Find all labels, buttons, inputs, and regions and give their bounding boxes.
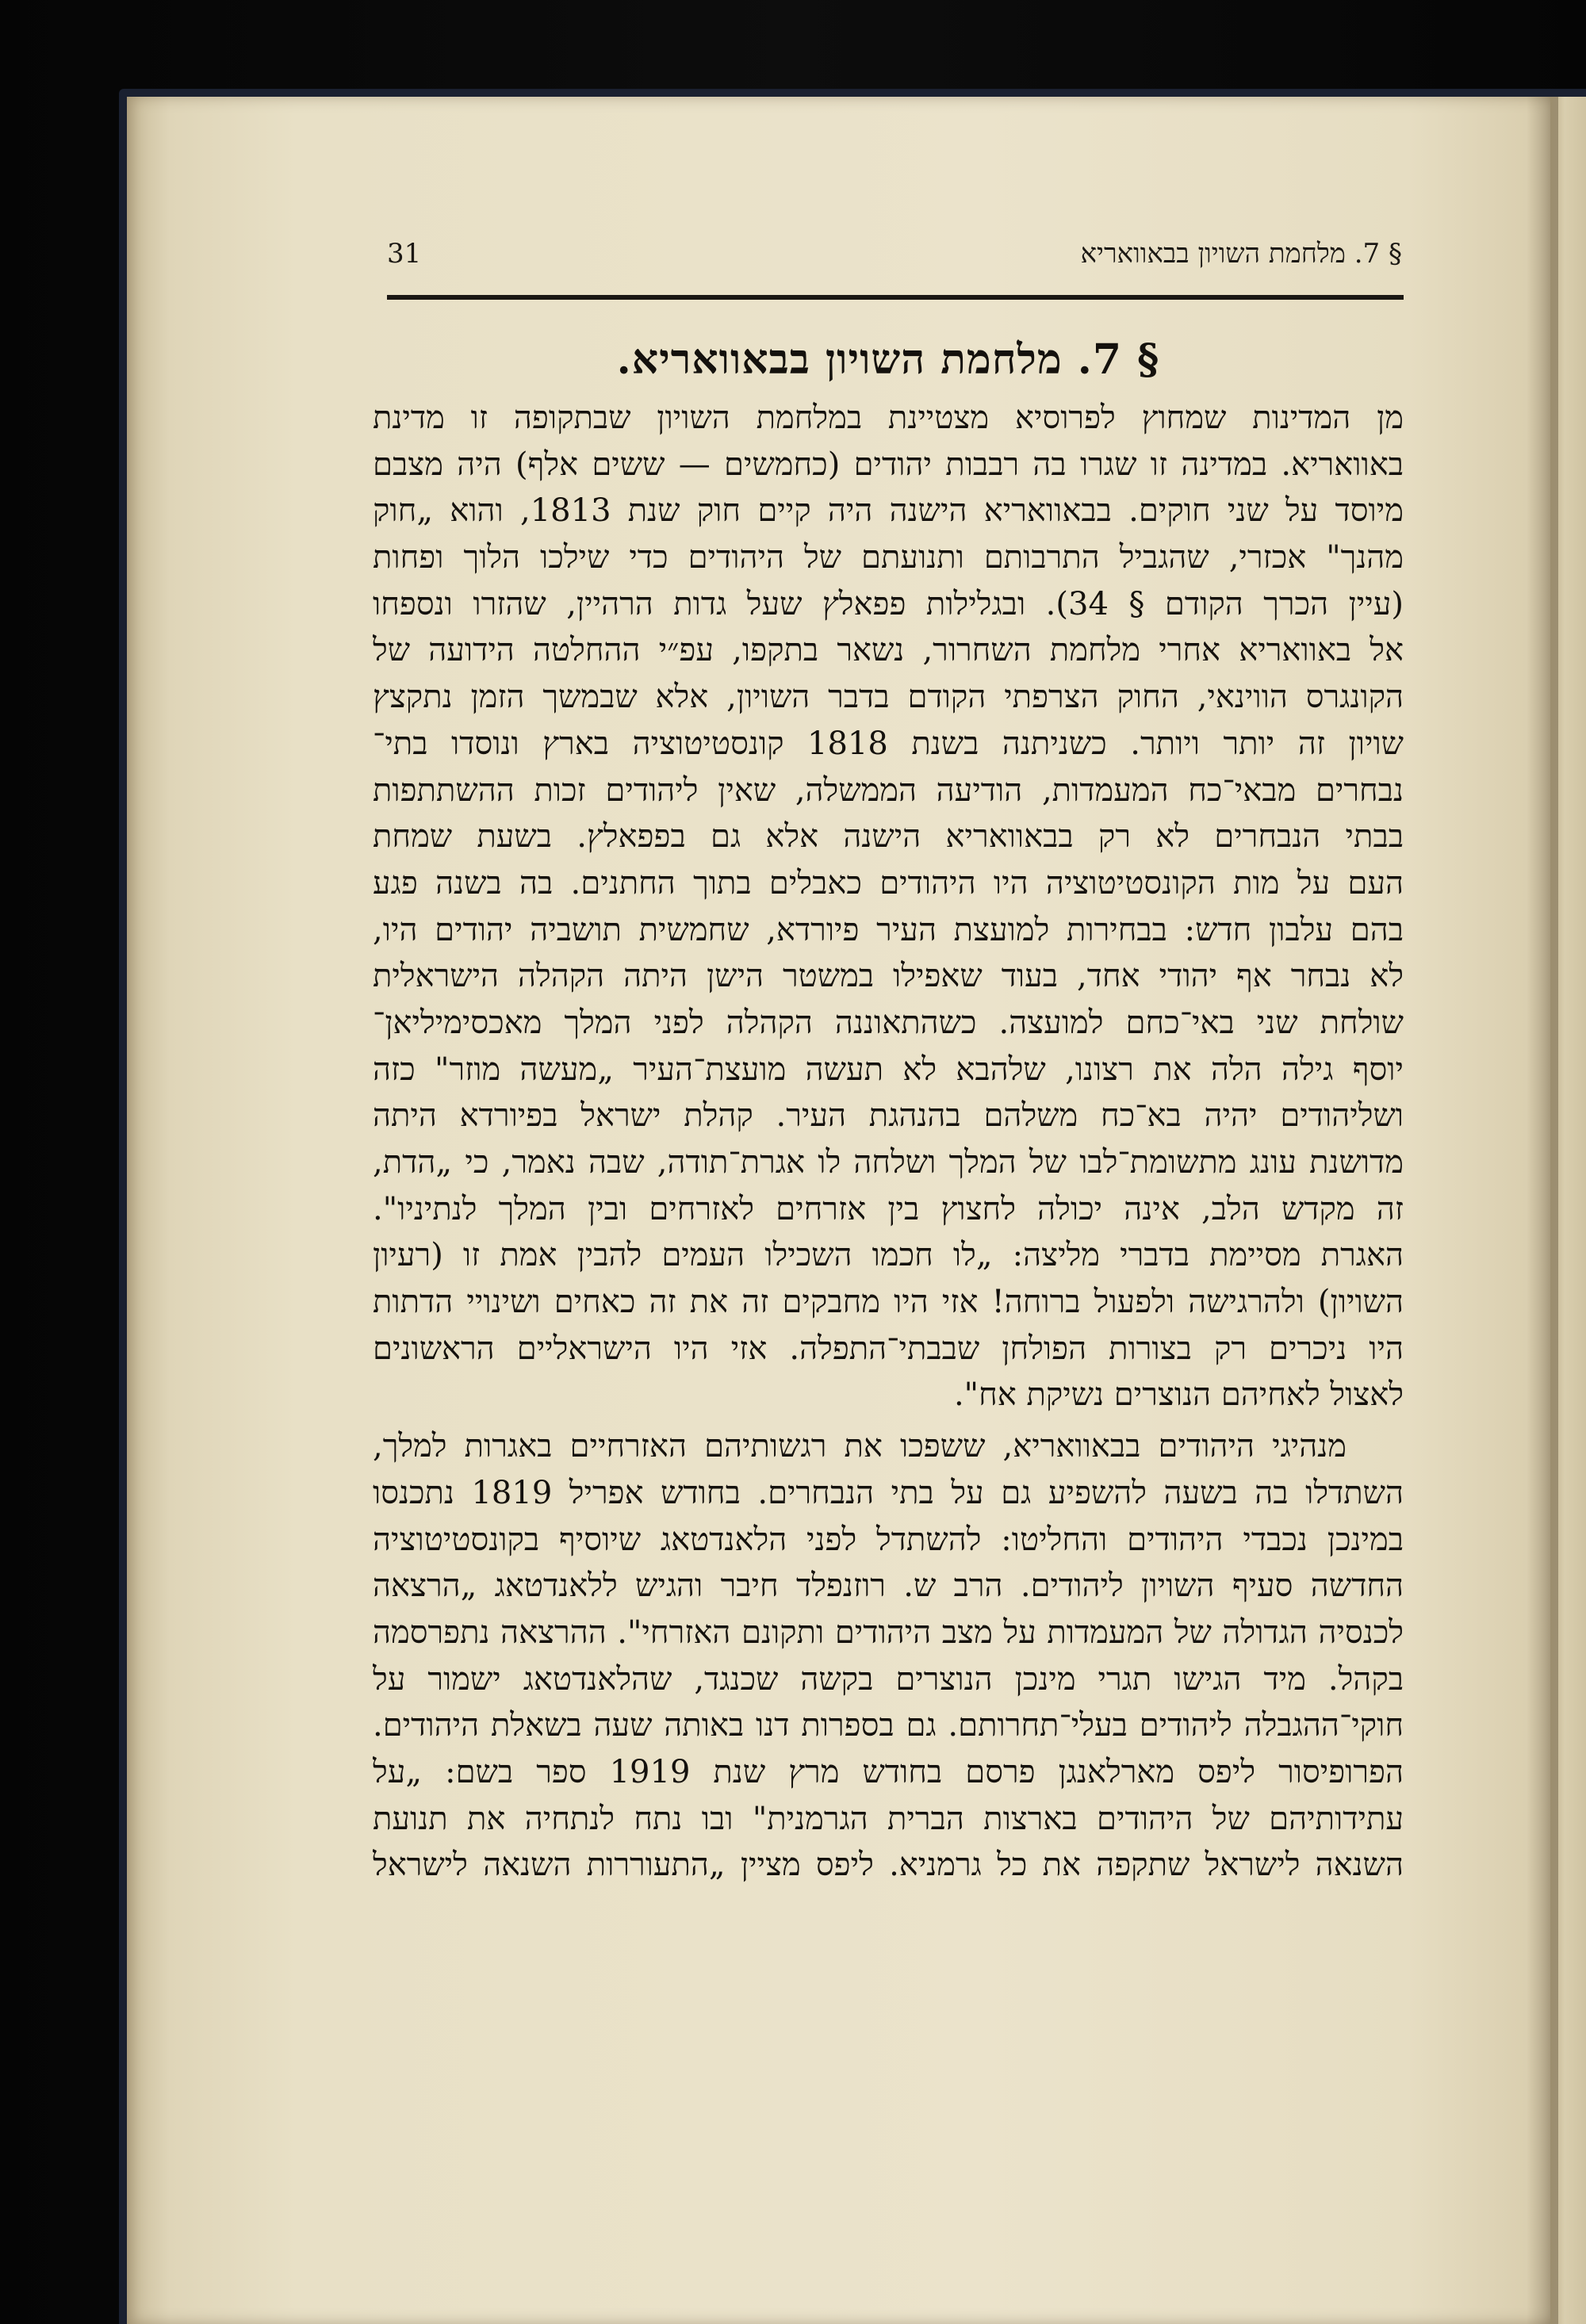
- text-line: היו ניכרים רק בצורות הפולחן שבבתי־התפלה. אזי היו הישראליים הראשונים: [373, 1330, 1404, 1367]
- text-line: (עיין הכרך הקודם § 34). ובגלילות פפאלץ שעל גדות הרהיין, שהזרו ונספחו: [373, 585, 1404, 622]
- text-line: בבתי הנבחרים לא רק בבאוואריא הישנה אלא גם בפפאלץ. בשעת שמחת: [373, 818, 1404, 856]
- section-title: § 7. מלחמת השויון בבאוואריא.: [616, 335, 1160, 384]
- page-text: [373, 325, 1404, 1889]
- text-line: מן המדינות שמחוץ לפרוסיא מצטיינת במלחמת השויון שבתקופה זו מדינת: [373, 400, 1404, 436]
- text-line: בהם עלבון חדש: בבחירות למועצת העיר פיורדא, שחמשית תושביה יהודים היו,: [373, 911, 1404, 948]
- text-line: לאצול לאחיהם הנוצרים נשיקת אח".: [953, 1376, 1404, 1414]
- text-line: השנאה לישראל שתקפה את כל גרמניא. ליפס מציין „התעוררות השנאה לישראל: [373, 1847, 1404, 1884]
- running-head: [387, 238, 1402, 285]
- text-line: ושליהודים יהיה בא־כח משלהם בהנהגת העיר. קהלת ישראל בפיורדא היתה: [373, 1097, 1404, 1135]
- text-line: שולחת שני באי־כחם למועצה. כשהתאוננה הקהלה לפני המלך מאכסימיליאן־: [373, 1004, 1404, 1041]
- paragraph: [373, 395, 1404, 1419]
- text-line: השויון) ולהרגישה ולפעול ברוחה! אזי היו מחבקים זה את זה כאחים ושינויי הדתות: [373, 1284, 1404, 1321]
- text-line: לא נבחר אף יהודי אחד, בעוד שאפילו במשטר הישן היתה הקהלה הישראלית: [373, 958, 1404, 995]
- gutter-shadow: [1527, 97, 1558, 2324]
- text-line: אל באוואריא אחרי מלחמת השחרור, נשאר בתקפו, עפ״י ההחלטה הידועה של: [373, 632, 1404, 669]
- text-line: העם על מות הקונסטיטוציה היו היהודים כאבלים בתוך החתנים. בה בשנה פגע: [373, 864, 1404, 902]
- text-line: יוסף גילה הלה את רצונו, שלהבא לא תעשה מועצת־העיר „מעשה מוזר" כזה: [373, 1051, 1404, 1088]
- text-line: החדשה סעיף השויון ליהודים. הרב ש. רוזנפלד חיבר והגיש ללאנדטאג „הרצאה: [373, 1568, 1404, 1605]
- text-line: הקונגרס הווינאי, החוק הצרפתי הקודם בדבר השויון, אלא שבמשך הזמן נתקצץ: [373, 679, 1404, 716]
- text-line: במינכן נכבדי היהודים והחליטו: להשתדל לפני הלאנדטאג שיוסיף בקונסטיטוציה: [373, 1521, 1404, 1558]
- text-line: מדושנת עונג מתשומת־לבו של המלך ושלחה לו אגרת־תודה, שבה נאמר, כי „הדת,: [373, 1144, 1404, 1181]
- text-line: שויון זה יותר ויותר. כשניתנה בשנת 1818 קונסטיטוציה בארץ ונוסדו בתי־: [373, 725, 1404, 762]
- text-line: באוואריא. במדינה זו שגרו בה רבבות יהודים (כחמשים — ששים אלף) היה מצבם: [373, 446, 1404, 483]
- text-line: זה מקדש הלב, אינה יכולה לחצוץ בין אזרחים לאזרחים ובין המלך לנתיניו".: [373, 1190, 1404, 1227]
- text-line: הפרופיסור ליפס מארלאנגן פרסם בחודש מרץ שנת 1919 ספר בשם: „על: [373, 1753, 1404, 1790]
- text-line: השתדלו בה בשעה להשפיע גם על בתי הנבחרים. בחודש אפריל 1819 נתכנסו: [373, 1474, 1404, 1511]
- text-line: מהנך" אכזרי, שהגביל התרבותם ותנועתם של היהודים כדי שילכו הלוך ופחות: [373, 539, 1404, 576]
- text-line: עתידותיהם של היהודים בארצות הברית הגרמנית" ובו נתח לנתחיה את תנועת: [373, 1800, 1404, 1837]
- paragraphs: [373, 395, 1404, 1889]
- text-line: מנהיגי היהודים בבאוואריא, ששפכו את רגשותיהם האזרחיים באגרות למלך,: [373, 1428, 1347, 1465]
- paragraph: [373, 1423, 1404, 1889]
- header-rule: [387, 295, 1404, 300]
- text-line: בקהל. מיד הגישו תגרי מינכן הנוצרים בקשה שכנגד, שהלאנדטאג ישמור על: [373, 1660, 1404, 1698]
- page-number: 31: [387, 238, 422, 270]
- text-line: לכנסיה הגדולה של המעמדות על מצב היהודים ותקונם האזרחי". ההרצאה נתפרסמה: [373, 1614, 1404, 1651]
- text-line: מיוסד על שני חוקים. בבאוואריא הישנה היה קיים חוק שנת 1813, והוא „חוק: [373, 492, 1404, 530]
- text-line: האגרת מסיימת בדברי מליצה: „לו חכמו השכילו העמים להבין אמת זו (רעיון: [373, 1237, 1404, 1274]
- text-line: חוקי־ההגבלה ליהודים בעלי־תחרותם. גם בספרות דנו באותה שעה בשאלת היהודים.: [373, 1707, 1404, 1744]
- running-title: § 7. מלחמת השויון בבאוואריא: [1080, 238, 1402, 270]
- text-line: נבחרים מבאי־כח המעמדות, הודיעה הממשלה, שאין ליהודים זכות ההשתתפות: [373, 771, 1404, 809]
